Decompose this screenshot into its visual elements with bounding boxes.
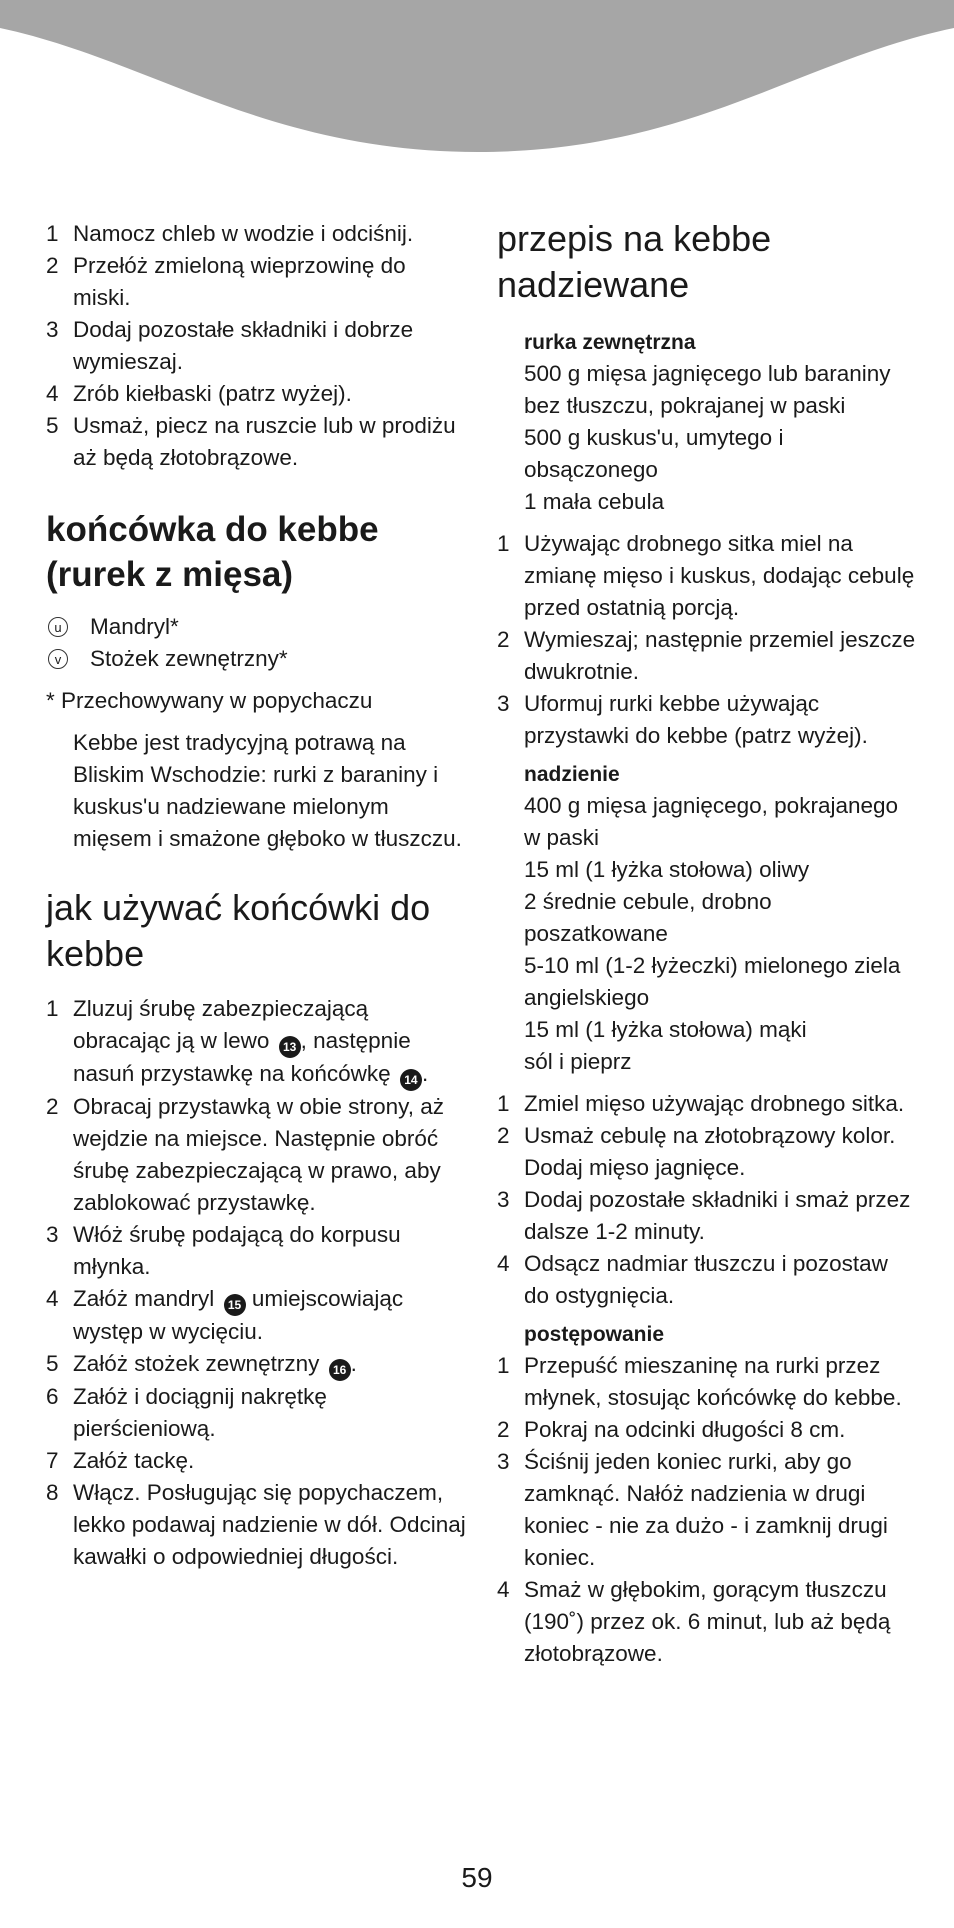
list-item: 2 Obracaj przystawką w obie strony, aż wejdzie na miejsce. Następnie obróć śrubę zabezpieczającą w prawo, aby zablokować przystawkę. [46,1094,444,1215]
list-item: 4 Odsącz nadmiar tłuszczu i pozostaw do ostygnięcia. [497,1251,888,1308]
list-item: 8 Włącz. Posługując się popychaczem, lekko podawaj nadzienie w dół. Odcinaj kawałki o odpowiedniej długości. [46,1480,466,1569]
ingredient: sól i pieprz [524,1049,632,1074]
intro-steps [46,218,466,474]
list-item: 1 Używając drobnego sitka miel na zmianę mięso i kuskus, dodając cebulę przed ostatnią porcją. [497,531,915,620]
figure-ref-16-icon: 16 [329,1359,351,1381]
footnote: * Przechowywany w popychaczu [46,688,373,713]
recipe-title: przepis na kebbe nadziewane [497,218,772,305]
list-item: 3 Włóż śrubę podającą do korpusu młynka. [46,1222,401,1279]
part-marker-icon: u [48,617,68,637]
method-heading: postępowanie [524,1323,665,1346]
list-item: 2 Usmaż cebulę na złotobrązowy kolor. Dodaj mięso jagnięce. [497,1123,896,1180]
ingredient: 500 g kuskus'u, umytego i obsączonego [524,425,784,482]
list-item: 5 Usmaż, piecz na ruszcie lub w prodiżu aż będą złotobrązowe. [46,413,456,470]
figure-ref-14-icon: 14 [400,1069,422,1091]
list-item: 2 Przełóż zmieloną wieprzowinę do miski. [46,253,406,310]
list-item: 3 Dodaj pozostałe składniki i dobrze wymieszaj. [46,317,414,374]
ingredient: 400 g mięsa jagnięcego, pokrajanego w paski [524,793,899,850]
ingredient: 5-10 ml (1-2 łyżeczki) mielonego ziela angielskiego [524,953,901,1010]
ingredient: 500 g mięsa jagnięcego lub baraniny bez tłuszczu, pokrajanej w paski [524,361,891,418]
list-item: 6 Załóż i dociągnij nakrętkę pierścieniową. [46,1384,327,1441]
figure-ref-15-icon: 15 [224,1294,246,1316]
ingredient: 2 średnie cebule, drobno poszatkowane [524,889,772,946]
howto-steps [46,993,466,1573]
outer-tube-steps [497,528,917,752]
list-item: 1 Przepuść mieszaninę na rurki przez młynek, stosując końcówkę do kebbe. [497,1353,902,1410]
ingredient: 15 ml (1 łyżka stołowa) mąki [524,1017,807,1042]
right-column [497,216,917,1670]
list-item: 2 Wymieszaj; następnie przemiel jeszcze dwukrotnie. [497,627,916,684]
list-item: 5 Załóż stożek zewnętrzny 16 . [46,1348,466,1381]
part-item: u Mandryl* [46,611,466,643]
list-item: 2 Pokraj na odcinki długości 8 cm. [497,1417,846,1442]
method-steps [497,1350,917,1670]
parts-list [46,611,466,675]
list-item: 1 Zmiel mięso używając drobnego sitka. [497,1091,905,1116]
filling-steps [497,1088,917,1312]
list-item: 3 Dodaj pozostałe składniki i smaż przez dalsze 1-2 minuty. [497,1187,911,1244]
list-item: 4 Zrób kiełbaski (patrz wyżej). [46,381,352,406]
left-column [46,218,466,1573]
list-item: 3 Ściśnij jeden koniec rurki, aby go zamknąć. Nałóż nadzienia w drugi koniec - nie za dużo - i zamknij drugi koniec. [497,1449,888,1570]
kebbe-attachment-title: końcówka do kebbe (rurek z mięsa) [46,510,379,594]
kebbe-description: Kebbe jest tradycyjną potrawą na Bliskim Wschodzie: rurki z baraniny i kuskus'u nadziewane mielonym mięsem i smażone głęboko w tłuszczu. [73,730,462,851]
filling-heading: nadzienie [524,763,620,786]
list-item: 1 Namocz chleb w wodzie i odciśnij. [46,221,414,246]
howto-title: jak używać końcówki do kebbe [46,887,431,974]
ingredient: 15 ml (1 łyżka stołowa) oliwy [524,857,810,882]
list-item: 7 Załóż tackę. [46,1448,195,1473]
list-item: 4 Smaż w głębokim, gorącym tłuszczu (190˚) przez ok. 6 minut, lub aż będą złotobrązowe. [497,1577,891,1666]
list-item: 4 Załóż mandryl 15 umiejscowiając występ w wycięciu. [46,1286,404,1344]
decorative-header-band [0,0,954,160]
part-item: v Stożek zewnętrzny* [46,643,466,675]
list-item: 1 Zluzuj śrubę zabezpieczającą obracając ją w lewo 13 , następnie nasuń przystawkę na końcówkę 14 . [46,993,466,1091]
figure-ref-13-icon: 13 [279,1036,301,1058]
list-item: 3 Uformuj rurki kebbe używając przystawki do kebbe (patrz wyżej). [497,691,868,748]
outer-tube-heading: rurka zewnętrzna [524,331,696,354]
page-number: 59 [461,1862,493,1893]
ingredient: 1 mała cebula [524,489,665,514]
part-marker-icon: v [48,649,68,669]
